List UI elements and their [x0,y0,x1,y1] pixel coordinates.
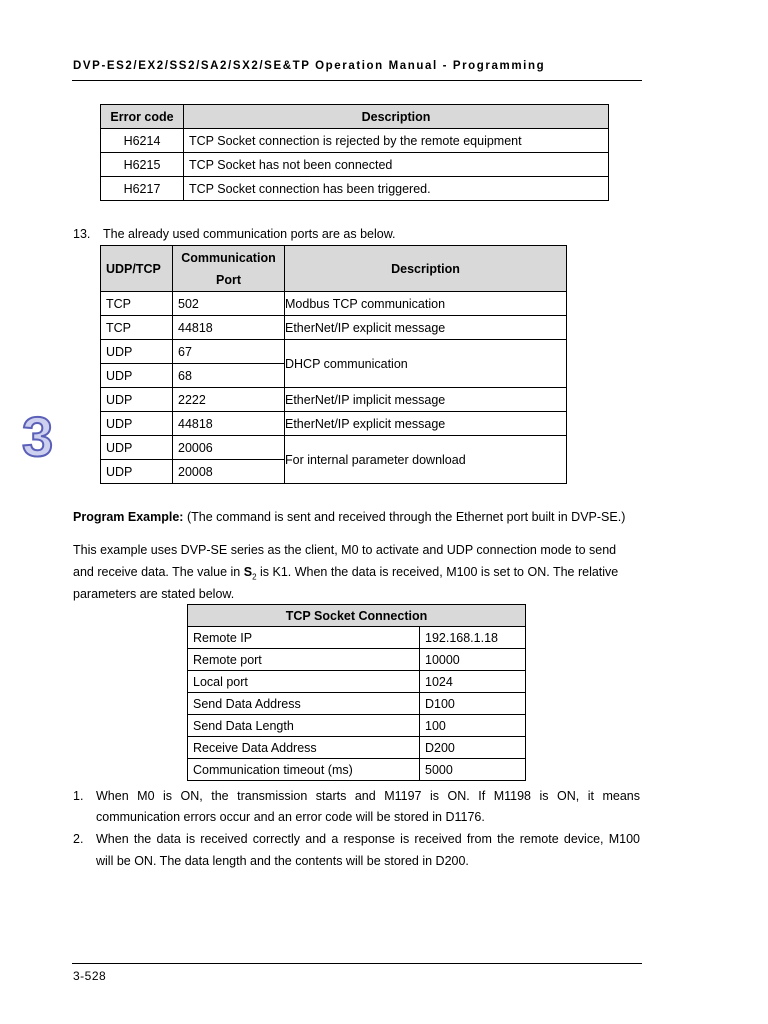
col-header-description: Description [184,105,609,129]
para-line-1: This example uses DVP-SE series as the client, M0 to activate and UDP connection mode to send [73,543,617,557]
ports-table [100,245,567,484]
table-row [101,412,567,436]
program-example-label: Program Example: [73,510,184,524]
table-row [188,671,526,693]
para-line-3: parameters are stated below. [73,587,235,601]
protocol-cell: TCP [101,292,173,316]
param-value-cell: 100 [420,715,526,737]
table-row [101,388,567,412]
param-value-cell: 1024 [420,671,526,693]
port-cell: 2222 [173,388,285,412]
table-row [188,649,526,671]
header-rule [72,80,642,81]
item-13-text: The already used communication ports are as below. [103,227,396,241]
description-cell: TCP Socket connection is rejected by the remote equipment [184,129,609,153]
table-row [101,177,609,201]
col-header-port [173,246,285,292]
param-value-cell: 192.168.1.18 [420,627,526,649]
operand-s: S [243,565,253,579]
table-row [101,129,609,153]
protocol-cell: UDP [101,436,173,460]
description-cell: TCP Socket has not been connected [184,153,609,177]
table-row [188,715,526,737]
description-cell: EtherNet/IP explicit message [285,412,567,436]
socket-table-title: TCP Socket Connection [188,605,526,627]
protocol-cell: TCP [101,316,173,340]
table-row [101,153,609,177]
operand-subscript: 2 [252,572,257,582]
protocol-cell: UDP [101,340,173,364]
para-line-2b: is K1. When the data is received, M100 is set to ON. The relative [256,565,619,579]
port-cell: 502 [173,292,285,316]
param-name-cell: Remote port [188,649,420,671]
param-value-cell: D200 [420,737,526,759]
col-header-protocol: UDP/TCP [101,246,173,292]
error-code-table [100,104,609,201]
col-header-description: Description [285,246,567,292]
param-value-cell: D100 [420,693,526,715]
port-cell: 44818 [173,316,285,340]
param-name-cell: Send Data Length [188,715,420,737]
table-row [188,759,526,781]
note-1-number: 1. [73,789,84,803]
col-header-error-code: Error code [101,105,184,129]
description-cell: Modbus TCP communication [285,292,567,316]
error-code-cell: H6217 [101,177,184,201]
param-name-cell: Communication timeout (ms) [188,759,420,781]
table-row [101,436,567,460]
table-row [101,316,567,340]
program-example [73,506,625,528]
param-name-cell: Local port [188,671,420,693]
note-1-line-2: communication errors occur and an error code will be stored in D1176. [96,810,485,824]
program-example-text: (The command is sent and received through the Ethernet port built in DVP-SE.) [183,510,626,524]
table-row [101,340,567,364]
table-row [188,693,526,715]
chapter-number: 3 [22,405,54,468]
description-cell: EtherNet/IP implicit message [285,388,567,412]
protocol-cell: UDP [101,460,173,484]
error-code-cell: H6214 [101,129,184,153]
port-cell: 67 [173,340,285,364]
col-header-port-line1: Communication [181,250,276,265]
table-row [188,627,526,649]
para-line-2a: and receive data. The value in [73,565,244,579]
note-2-line-2: will be ON. The data length and the contents will be stored in D200. [96,854,469,868]
note-2-line-1: When the data is received correctly and a response is received from the remote device, M100 [96,832,640,846]
col-header-port-line2: Port [216,272,241,287]
table-row [188,737,526,759]
port-cell: 44818 [173,412,285,436]
footer-rule [72,963,642,964]
param-name-cell: Remote IP [188,627,420,649]
param-name-cell: Receive Data Address [188,737,420,759]
param-value-cell: 10000 [420,649,526,671]
port-cell: 20006 [173,436,285,460]
port-cell: 68 [173,364,285,388]
item-13-number: 13. [73,227,91,241]
description-cell: TCP Socket connection has been triggered. [184,177,609,201]
note-1-line-1: When M0 is ON, the transmission starts and M1197 is ON. If M1198 is ON, it means [96,789,640,803]
protocol-cell: UDP [101,388,173,412]
error-code-cell: H6215 [101,153,184,177]
running-header: DVP-ES2/EX2/SS2/SA2/SX2/SE&TP Operation Manual - Programming [73,60,546,72]
param-value-cell: 5000 [420,759,526,781]
port-cell: 20008 [173,460,285,484]
socket-table [187,604,526,781]
protocol-cell: UDP [101,364,173,388]
description-cell: DHCP communication [285,340,567,388]
protocol-cell: UDP [101,412,173,436]
page-number: 3-528 [73,969,107,983]
table-row [101,292,567,316]
description-cell: For internal parameter download [285,436,567,484]
description-cell: EtherNet/IP explicit message [285,316,567,340]
param-name-cell: Send Data Address [188,693,420,715]
note-2-number: 2. [73,832,84,846]
